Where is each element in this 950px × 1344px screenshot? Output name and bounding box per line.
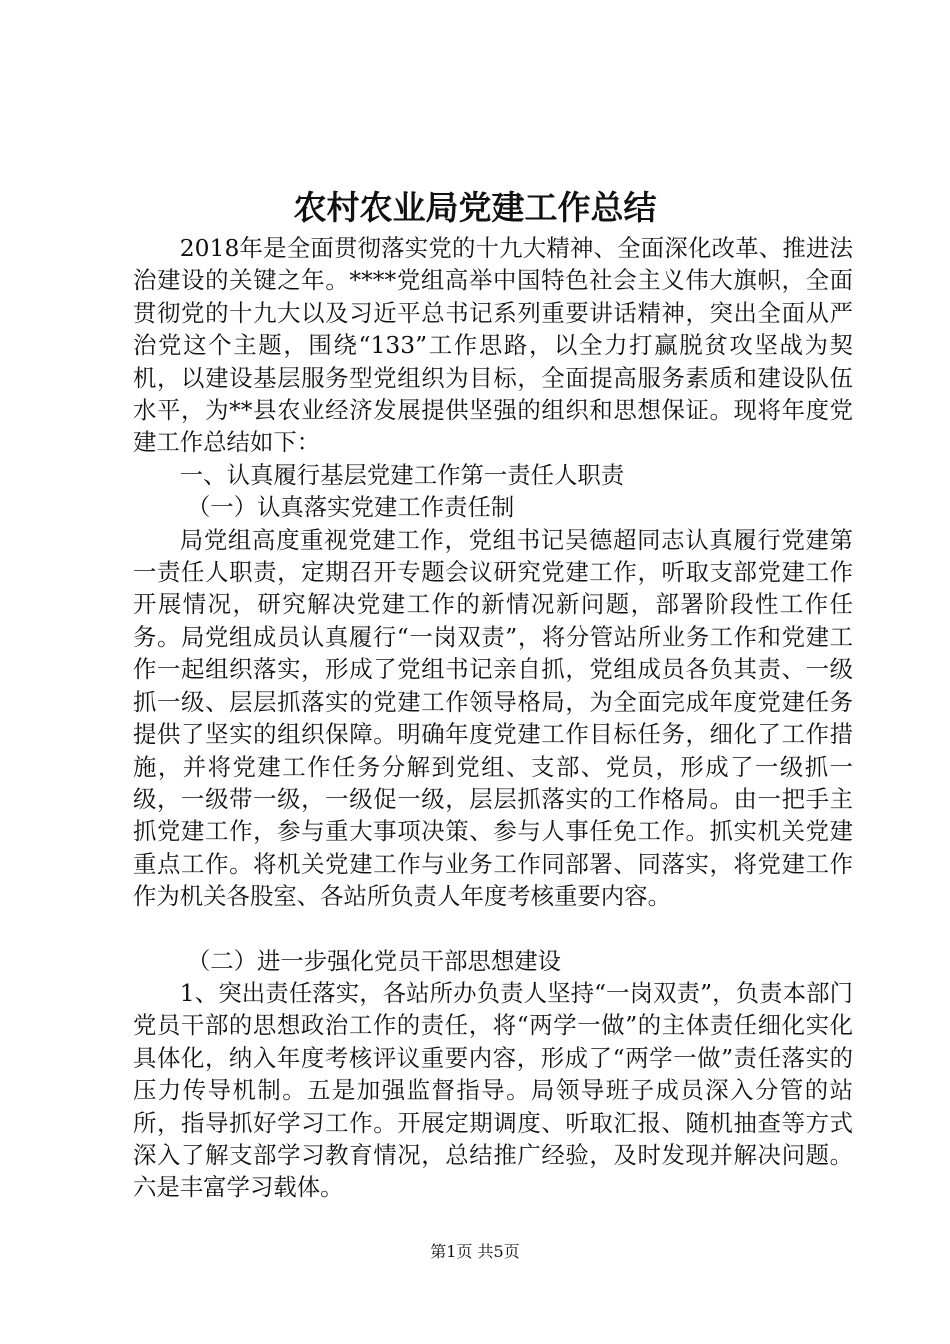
- document-body: [133, 232, 853, 1204]
- paragraph-gap: [133, 913, 853, 945]
- section-heading-1: 一、认真履行基层党建工作第一责任人职责: [179, 460, 625, 489]
- intro-paragraph: 2018年是全面贯彻落实党的十九大精神、全面深化改革、推进法治建设的关键之年。****党组高举中国特色社会主义伟大旗帜，全面贯彻党的十九大以及习近平总书记系列重要讲话精神，突出全面从严治党这个主题，围绕“133”工作思路，以全力打赢脱贫攻坚战为契机，以建设基层服务型党组织为目标，全面提高服务素质和建设队伍水平，为**县农业经济发展提供坚强的组织和思想保证。现将年度党建工作总结如下：: [133, 234, 853, 457]
- page-footer: 第1页 共5页: [430, 1242, 520, 1261]
- subsection-heading-2: （二）进一步强化党员干部思想建设: [186, 946, 562, 975]
- document-title: 农村农业局党建工作总结: [293, 188, 657, 227]
- body-paragraph-2: 局党组高度重视党建工作，党组书记吴德超同志认真履行党建第一责任人职责，定期召开专题会议研究党建工作，听取支部党建工作开展情况，研究解决党建工作的新情况新问题，部署阶段性工作任务。局党组成员认真履行“一岗双责”，将分管站所业务工作和党建工作一起组织落实，形成了党组书记亲自抓，党组成员各负其责、一级抓一级、层层抓落实的党建工作领导格局，为全面完成年度党建任务提供了坚实的组织保障。明确年度党建工作目标任务，细化了工作措施，并将党建工作任务分解到党组、支部、党员，形成了一级抓一级，一级带一级，一级促一级，层层抓落实的工作格局。由一把手主抓党建工作，参与重大事项决策、参与人事任免工作。抓实机关党建重点工作。将机关党建工作与业务工作同部署、同落实，将党建工作作为机关各股室、各站所负责人年度考核重要内容。: [133, 525, 853, 911]
- body-paragraph-3: 1、突出责任落实，各站所办负责人坚持“一岗双责”，负责本部门党员干部的思想政治工作的责任，将“两学一做”的主体责任细化实化具体化，纳入年度考核评议重要内容，形成了“两学一做”责任落实的压力传导机制。五是加强监督指导。局领导班子成员深入分管的站所，指导抓好学习工作。开展定期调度、听取汇报、随机抽查等方式深入了解支部学习教育情况，总结推广经验，及时发现并解决问题。六是丰富学习载体。: [133, 978, 853, 1202]
- subsection-heading-1: （一）认真落实党建工作责任制: [186, 493, 515, 522]
